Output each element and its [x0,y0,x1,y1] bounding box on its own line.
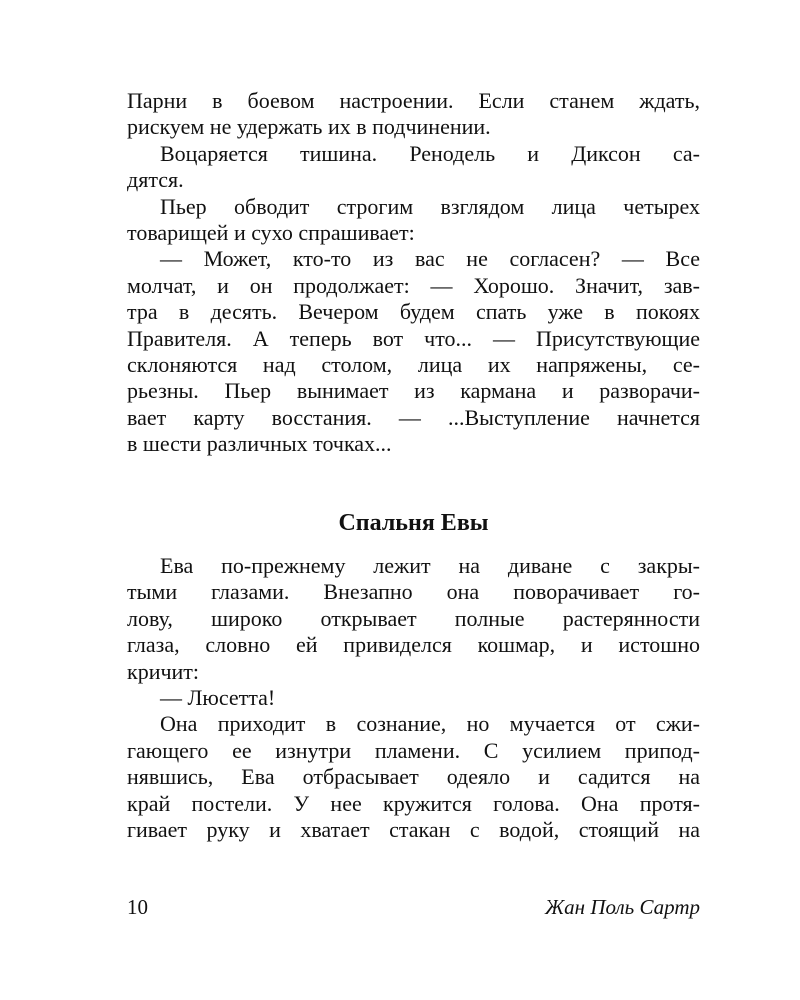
page-footer [127,892,700,922]
text-line: в шести различных точках... [127,431,392,457]
text-block-1 [127,88,700,457]
text-line: Она приходит в сознание, но мучается от сжи- [160,711,700,737]
text-line: тыми глазами. Внезапно она поворачивает го- [127,579,700,605]
text-line: кричит: [127,658,200,684]
text-line: Правителя. А теперь вот что... — Присутствующие [127,325,700,351]
text-line: вает карту восстания. — ...Выступление начнется [127,404,700,430]
text-line: глаза, словно ей привиделся кошмар, и истошно [127,632,700,658]
text-line: Ева по-прежнему лежит на диване с закры- [160,553,700,578]
page-number: 10 [127,895,148,919]
text-block-2 [127,553,700,843]
text-line: гающего ее изнутри пламени. С усилием припод- [127,737,700,763]
text-line: рискуем не удержать их в подчинении. [127,114,491,140]
text-line: товарищей и сухо спрашивает: [127,219,415,245]
text-line: молчат, и он продолжает: — Хорошо. Значит, зав- [127,272,700,298]
text-line: Воцаряется тишина. Ренодель и Диксон са- [160,140,700,166]
text-line: склоняются над столом, лица их напряжены, се- [127,351,700,377]
text-line: — Люсетта! [160,684,276,710]
text-line: край постели. У нее кружится голова. Она протя- [127,790,700,816]
text-line: лову, широко открывает полные растерянности [127,605,700,631]
text-line: тра в десять. Вечером будем спать уже в покоях [127,299,700,325]
text-line: — Может, кто-то из вас не согласен? — Все [160,246,700,272]
text-line: Пьер обводит строгим взглядом лица четырех [160,193,700,219]
section-heading: Спальня Евы [338,510,489,536]
text-line: рьезны. Пьер вынимает из кармана и разворачи- [127,378,700,404]
text-line: дятся. [127,167,184,193]
text-line: Парни в боевом настроении. Если станем ждать, [127,88,700,113]
text-line: нявшись, Ева отбрасывает одеяло и садится на [127,764,700,790]
running-author: Жан Поль Сартр [544,895,700,919]
book-page [127,0,700,1000]
text-line: гивает руку и хватает стакан с водой, стоящий на [127,816,700,842]
